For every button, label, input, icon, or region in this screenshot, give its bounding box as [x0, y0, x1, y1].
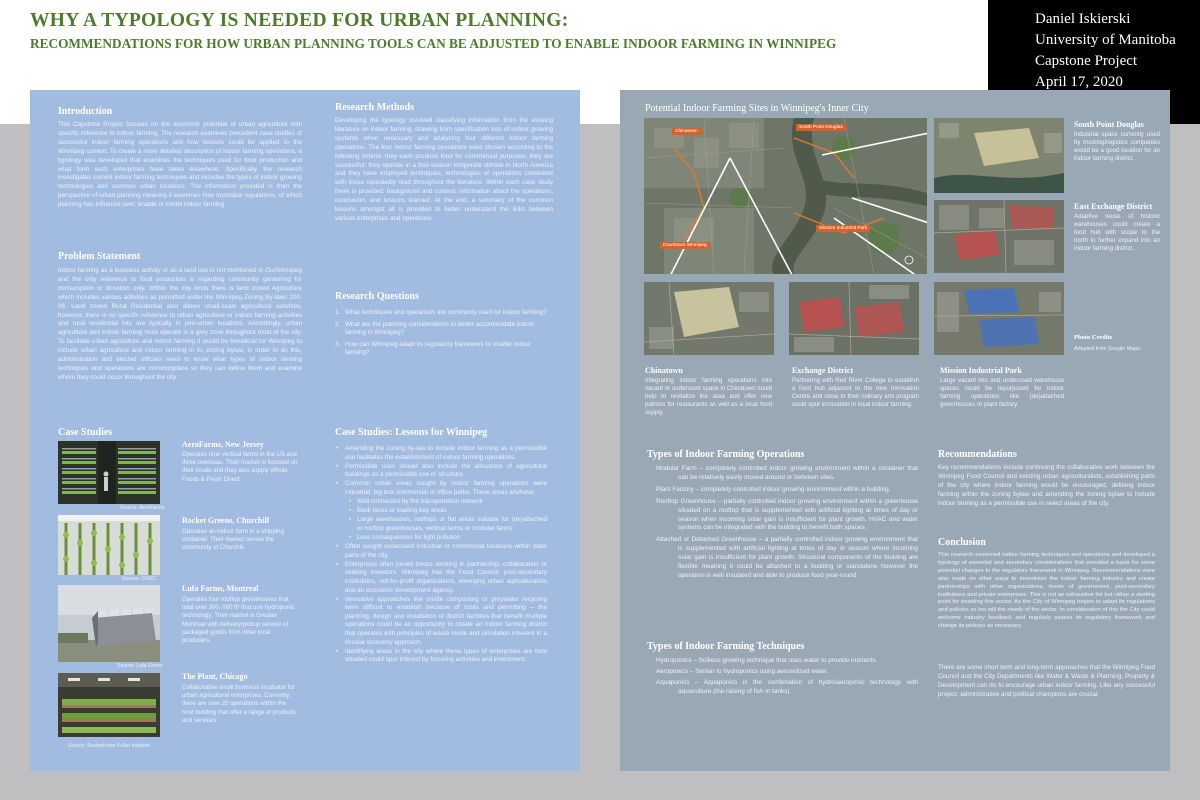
problem-text	[58, 267, 302, 383]
east-exchange-map	[934, 200, 1064, 273]
introduction-heading: Introduction	[58, 106, 113, 117]
photo-credits-text: Adapted from Google Maps.	[1074, 346, 1142, 352]
lesson-subitem: • Well connected by the transportation network	[335, 498, 547, 507]
research-questions-list	[335, 309, 550, 361]
technique-aeroponics: Aeroponics – Similar to hydroponics using aerosolized water.	[656, 667, 829, 675]
lessons-heading: Case Studies: Lessons for Winnipeg	[335, 427, 488, 438]
south-point-douglas-title: South Point Douglas	[1074, 120, 1144, 129]
exchange-district-map	[789, 282, 919, 355]
research-questions-heading: Research Questions	[335, 291, 419, 302]
rocket-greens-text: Operates an indoor farm in a shipping container. Their market serves the community of Churchill.	[182, 528, 284, 552]
operation-plant-factory: Plant Factory – completely controlled indoor growing environment within a building.	[656, 485, 891, 493]
chinatown-aerial	[644, 282, 774, 355]
lesson-item: • Identifying areas in the city where these types of enterprises are best situated could spur interest by focusing activities and investment.	[335, 648, 547, 665]
east-exchange-text: Adaptive reuse of historic warehouses could create a food hub with scope to the north to further expand into an indoor farming district.	[1074, 213, 1160, 252]
lesson-subitem: • Less consequences for light pollution	[335, 534, 547, 543]
lesson-item: • Innovative approaches like onsite composting or greywater recycling were difficult to establish because of costs and permitting – the planning, design and installation of district facilities that benefit multiple operations could be an opportunity to create an indoor farming district that operates with principles of waste reuse and circulation inherent in a circular economy approach.	[335, 596, 547, 648]
the-plant-text: Collaborative small business incubator for urban agricultural enterprises. Currently, there are over 20 operations within the host building that offer a range of products and services.	[182, 684, 297, 724]
chinatown-map	[644, 282, 774, 355]
problem-heading: Problem Statement	[58, 251, 141, 262]
problem-text-part2: and the only reference to food production is regarding community gardening for consumption or donation only. Within the city limits there is land zoned Agriculture which includes various activities as permitted under the Winnipeg Zoning By-laws 200-06. Land zoned Rural Residential also allows small-scale agricultural activities, however, there is no specific reference to urban agriculture or indoor farming activities and rural residential lots are typically in peri-urban locations. Accordingly, urban agriculture and indoor farming must operate in a grey zone throughout most of the city. To facilitate urban agriculture and indoor farming it would be beneficial for Winnipeg to include urban agriculture and indoor farming in its zoning bylaw, in order to do this, administration and elected officials need to know what types of indoor farming techniques and operations are commonplace so they can define them and examine where they could occur throughout the city.	[58, 275, 302, 381]
recommendations-text: Key recommendations include continuing the collaborative work between the Winnipeg Food Council and existing urban agriculturalists, establishing parts of the city where indoor farming would be encouraged, defining indoor farming within the zoning bylaw and amending the zoning bylaw to include indoor farming as a permissible use in select areas of the city.	[938, 464, 1155, 507]
mission-industrial-map	[934, 282, 1064, 355]
lufa-farms-title: Lufa Farms, Montreal	[182, 584, 259, 593]
photo-credits-title: Photo Credits	[1074, 334, 1113, 341]
introduction-text: This Capstone Project focuses on the economic potential of urban agriculture with specific reference to indoor farming. The research examines precedent case studies of successful indoor farming operations and how lessons could be applied to the Winnipeg context. To create a more detailed description of indoor farming operations, a typology was developed that examines the techniques used for food production and what form such enterprises have taken elsewhere. Specifically, the research investigates current indoor farming techniques and includes the types of indoor growing technologies and common urban locations. The information provided is from the perspective of urban planning meaning it examines how municipal regulations, of which planning has influence over, enable or inhibit indoor farming.	[58, 121, 302, 209]
lesson-item: • Often sought underused industrial or commercial locations within older parts of the city.	[335, 543, 547, 560]
techniques-heading: Types of Indoor Farming Techniques	[647, 641, 805, 652]
map-label-chinatown: Chinatown	[672, 128, 701, 135]
problem-text-part1: Indoor farming as a business activity or as a land use is not mentioned in	[58, 267, 266, 274]
problem-text-italic: OurWinnipeg	[265, 267, 302, 274]
technique-hydroponics: Hydroponics – Soilless growing technique that uses water to provide nutrients.	[656, 657, 878, 664]
research-question-3: 3. How can Winnipeg adapt its regulatory framework to enable indoor farming?	[335, 340, 531, 357]
south-point-douglas-aerial	[934, 118, 1064, 193]
operations-list	[656, 465, 918, 581]
recommendations-heading: Recommendations	[938, 449, 1017, 460]
operation-rooftop-greenhouse: Rooftop Greenhouse – partially controlled indoor growing environment within a greenhouse situated on a rooftop that is supplemented with artificial lighting at times of day or season when incoming solar gain is insufficient for plant growth. HVAC and water systems can be integrated with the building to benefit both spaces.	[656, 497, 918, 532]
research-question-1: 1. What techniques and operations are commonly used for indoor farming?	[335, 309, 547, 316]
lesson-subitem: • Large warehouses, rooftops or flat areas suitable for (de)attached or rooftop greenhouses, vertical farms or modular farms.	[335, 516, 547, 533]
rocket-greens-photo	[58, 515, 160, 575]
chinatown-title: Chinatown	[645, 366, 683, 375]
map-label-downtown: Downtown Winnipeg	[660, 242, 710, 249]
aerofarms-text: Operates nine vertical farms in the US and three overseas. Their market is focused on their locale and they also supply Whole Foods & Fresh Direct.	[182, 451, 298, 483]
the-plant-title: The Plant, Chicago	[182, 672, 248, 681]
research-methods-text: Developing the typology involved classifying information from the existing literature on indoor farming, drawing from specification lists of indoor growing systems when necessary and analyzing four different indoor farming operations. The four indoor farming operations were chosen according to the following criteria: they each produce food for commercial purposes; they are successful; they operate in a four-season temperate climate in North America and they have employed techniques, technologies or operations consistent with those repeatedly read throughout the literature. Within each case study there is provided: background and context; information about the operations; conclusion; and lessons learned. At the end, a summary of the common lessons amongst all is provided to better understand the links between various enterprises and operations.	[335, 117, 553, 222]
rooftop-greenhouse-illustration	[58, 585, 160, 662]
operation-attached-greenhouse: Attached or Detached Greenhouse – a partially controlled indoor growing environment that is supplemented with artificial lighting at times of day or season where incoming solar gain is insufficient for plant growth. Structural components of the building are flexible meaning it could be attached to a building or standalone however the operation is well insulated and able to produce food year-round.	[656, 536, 919, 579]
poster-subtitle: RECOMMENDATIONS FOR HOW URBAN PLANNING TOOLS CAN BE ADJUSTED TO ENABLE INDOOR FARMING IN WINNIPEG	[30, 36, 837, 51]
operations-heading: Types of Indoor Farming Operations	[647, 449, 805, 460]
container-farm-illustration	[58, 515, 160, 575]
inner-city-aerial-illustration	[644, 118, 927, 274]
conclusion-text-1: This research examined indoor farming techniques and operations and developed a typology of essential and secondary considerations that provided a basis for some potential changes to the regulatory framework in Winnipeg. Recommendations were also made on other ways to incentivize the indoor farming industry and create partnerships with other organizations, levels of government, post-secondary institutions and private enterprises. This is not an exhaustive list but rather a starting point for enabling this sector. As the City of Winnipeg begins to adapt its regulations and policies so too will the needs of the sector. In consideration of this the City could welcome industry feedback and regularly assess its regulatory framework and change its policies as necessary.	[938, 552, 1155, 630]
lesson-item: • Amending the zoning by-law to include indoor farming as a permissible use facilitates the establishment of indoor farming operations.	[335, 445, 547, 462]
author-name: Daniel Iskierski	[1035, 11, 1131, 27]
rocket-greens-title: Rocket Greens, Churchill	[182, 516, 270, 525]
rocket-greens-source: Source: CNSC	[122, 576, 157, 582]
mission-industrial-title: Mission Industrial Park	[940, 366, 1022, 375]
lesson-item: • Common urban areas sought by indoor farming operations were industrial, big box commercial or office parks. These areas are/have:	[335, 480, 547, 497]
east-exchange-aerial	[934, 200, 1064, 273]
aerofarms-photo	[58, 441, 160, 504]
lessons-list	[335, 445, 547, 665]
mission-industrial-text: Large vacant lots and underused warehouse spaces could be repurposed for indoor farming operations like (de)attached greenhouses or plant factory.	[940, 377, 1064, 408]
techniques-list	[656, 657, 918, 697]
author-date: April 17, 2020	[1035, 74, 1123, 90]
case-studies-heading: Case Studies	[58, 427, 113, 438]
research-question-2: 2. What are the planning considerations to better accommodate indoor farming in Winnipeg?	[335, 320, 535, 337]
operation-modular-farm: Modular Farm – completely controlled indoor growing environment within a container that can be relatively easily moved around or between sites.	[656, 465, 918, 481]
technique-aquaponics: Aquaponics – Aquaponics is the combination of hydro/aeroponic technology with aquaculture (the raising of fish in tanks).	[656, 678, 918, 695]
lesson-item: • Enterprises often joined forces working in partnership, collaboration or seeking investors. Winnipeg has the Food Council, post-secondary institutions, not-for-profit organizations, emerging urban agriculturalists and an economic development agency.	[335, 561, 547, 595]
conclusion-text-2: There are some short term and long-term approaches that the Winnipeg Food Council and the City Departments like Water & Waste & Planning, Property & Development can do to encourage urban indoor farming. Like any successful project, administrative and political champions are crucial.	[938, 664, 1155, 698]
south-point-douglas-map	[934, 118, 1064, 193]
the-plant-photo	[58, 673, 160, 737]
map-label-mission-industrial: Mission Industrial Park	[816, 225, 870, 232]
aerofarms-source: Source: AeroFarms	[120, 505, 165, 511]
inner-city-map	[644, 118, 927, 274]
sites-heading: Potential Indoor Farming Sites in Winnipeg's Inner City	[645, 103, 869, 114]
aerofarms-title: AeroFarms, New Jersey	[182, 440, 264, 449]
the-plant-source: Source: Buckminster Fuller Institute	[68, 743, 150, 749]
exchange-district-aerial	[789, 282, 919, 355]
poster-title: WHY A TYPOLOGY IS NEEDED FOR URBAN PLANNING:	[30, 10, 569, 31]
chinatown-text: Integrating indoor farming operations into vacant or underused space in Chinatown could help to revitalize the area and offer new patrons for restaurants as well as a local food supply.	[645, 377, 772, 416]
lufa-farms-source: Source: Lufa Farms	[117, 663, 163, 669]
lesson-item: • Permissible uses should also include the allowance of agricultural buildings as a permissible use or structure.	[335, 463, 547, 480]
author-university: University of Manitoba	[1035, 32, 1176, 48]
lufa-farms-text: Operates four rooftop greenhouses that total over 300, 000 ft² that use hydroponic technology. Their market is Greater Montreal with delivery/pickup service of packaged goods from other local producers.	[182, 596, 295, 645]
south-point-douglas-text: Industrial space currently used by trucking/logistics companies would be a good location for an indoor farming district.	[1074, 131, 1160, 162]
lesson-subitem: • Back lanes or loading bay areas	[335, 507, 547, 516]
east-exchange-title: East Exchange District	[1074, 202, 1153, 211]
author-project: Capstone Project	[1035, 53, 1138, 69]
mission-industrial-aerial	[934, 282, 1064, 355]
map-label-south-point-douglas: South Point Douglas	[796, 124, 846, 131]
lufa-farms-photo	[58, 585, 160, 662]
conclusion-heading: Conclusion	[938, 537, 986, 548]
exchange-district-text: Partnering with Red River College to establish a food hub adjacent to the new Innovation Centre and close to their culinary arts program could spur innovation in local indoor farming.	[792, 377, 919, 408]
vertical-farm-illustration	[58, 441, 160, 504]
exchange-district-title: Exchange District	[792, 366, 854, 375]
research-methods-heading: Research Methods	[335, 102, 414, 113]
indoor-plant-illustration	[58, 673, 160, 737]
